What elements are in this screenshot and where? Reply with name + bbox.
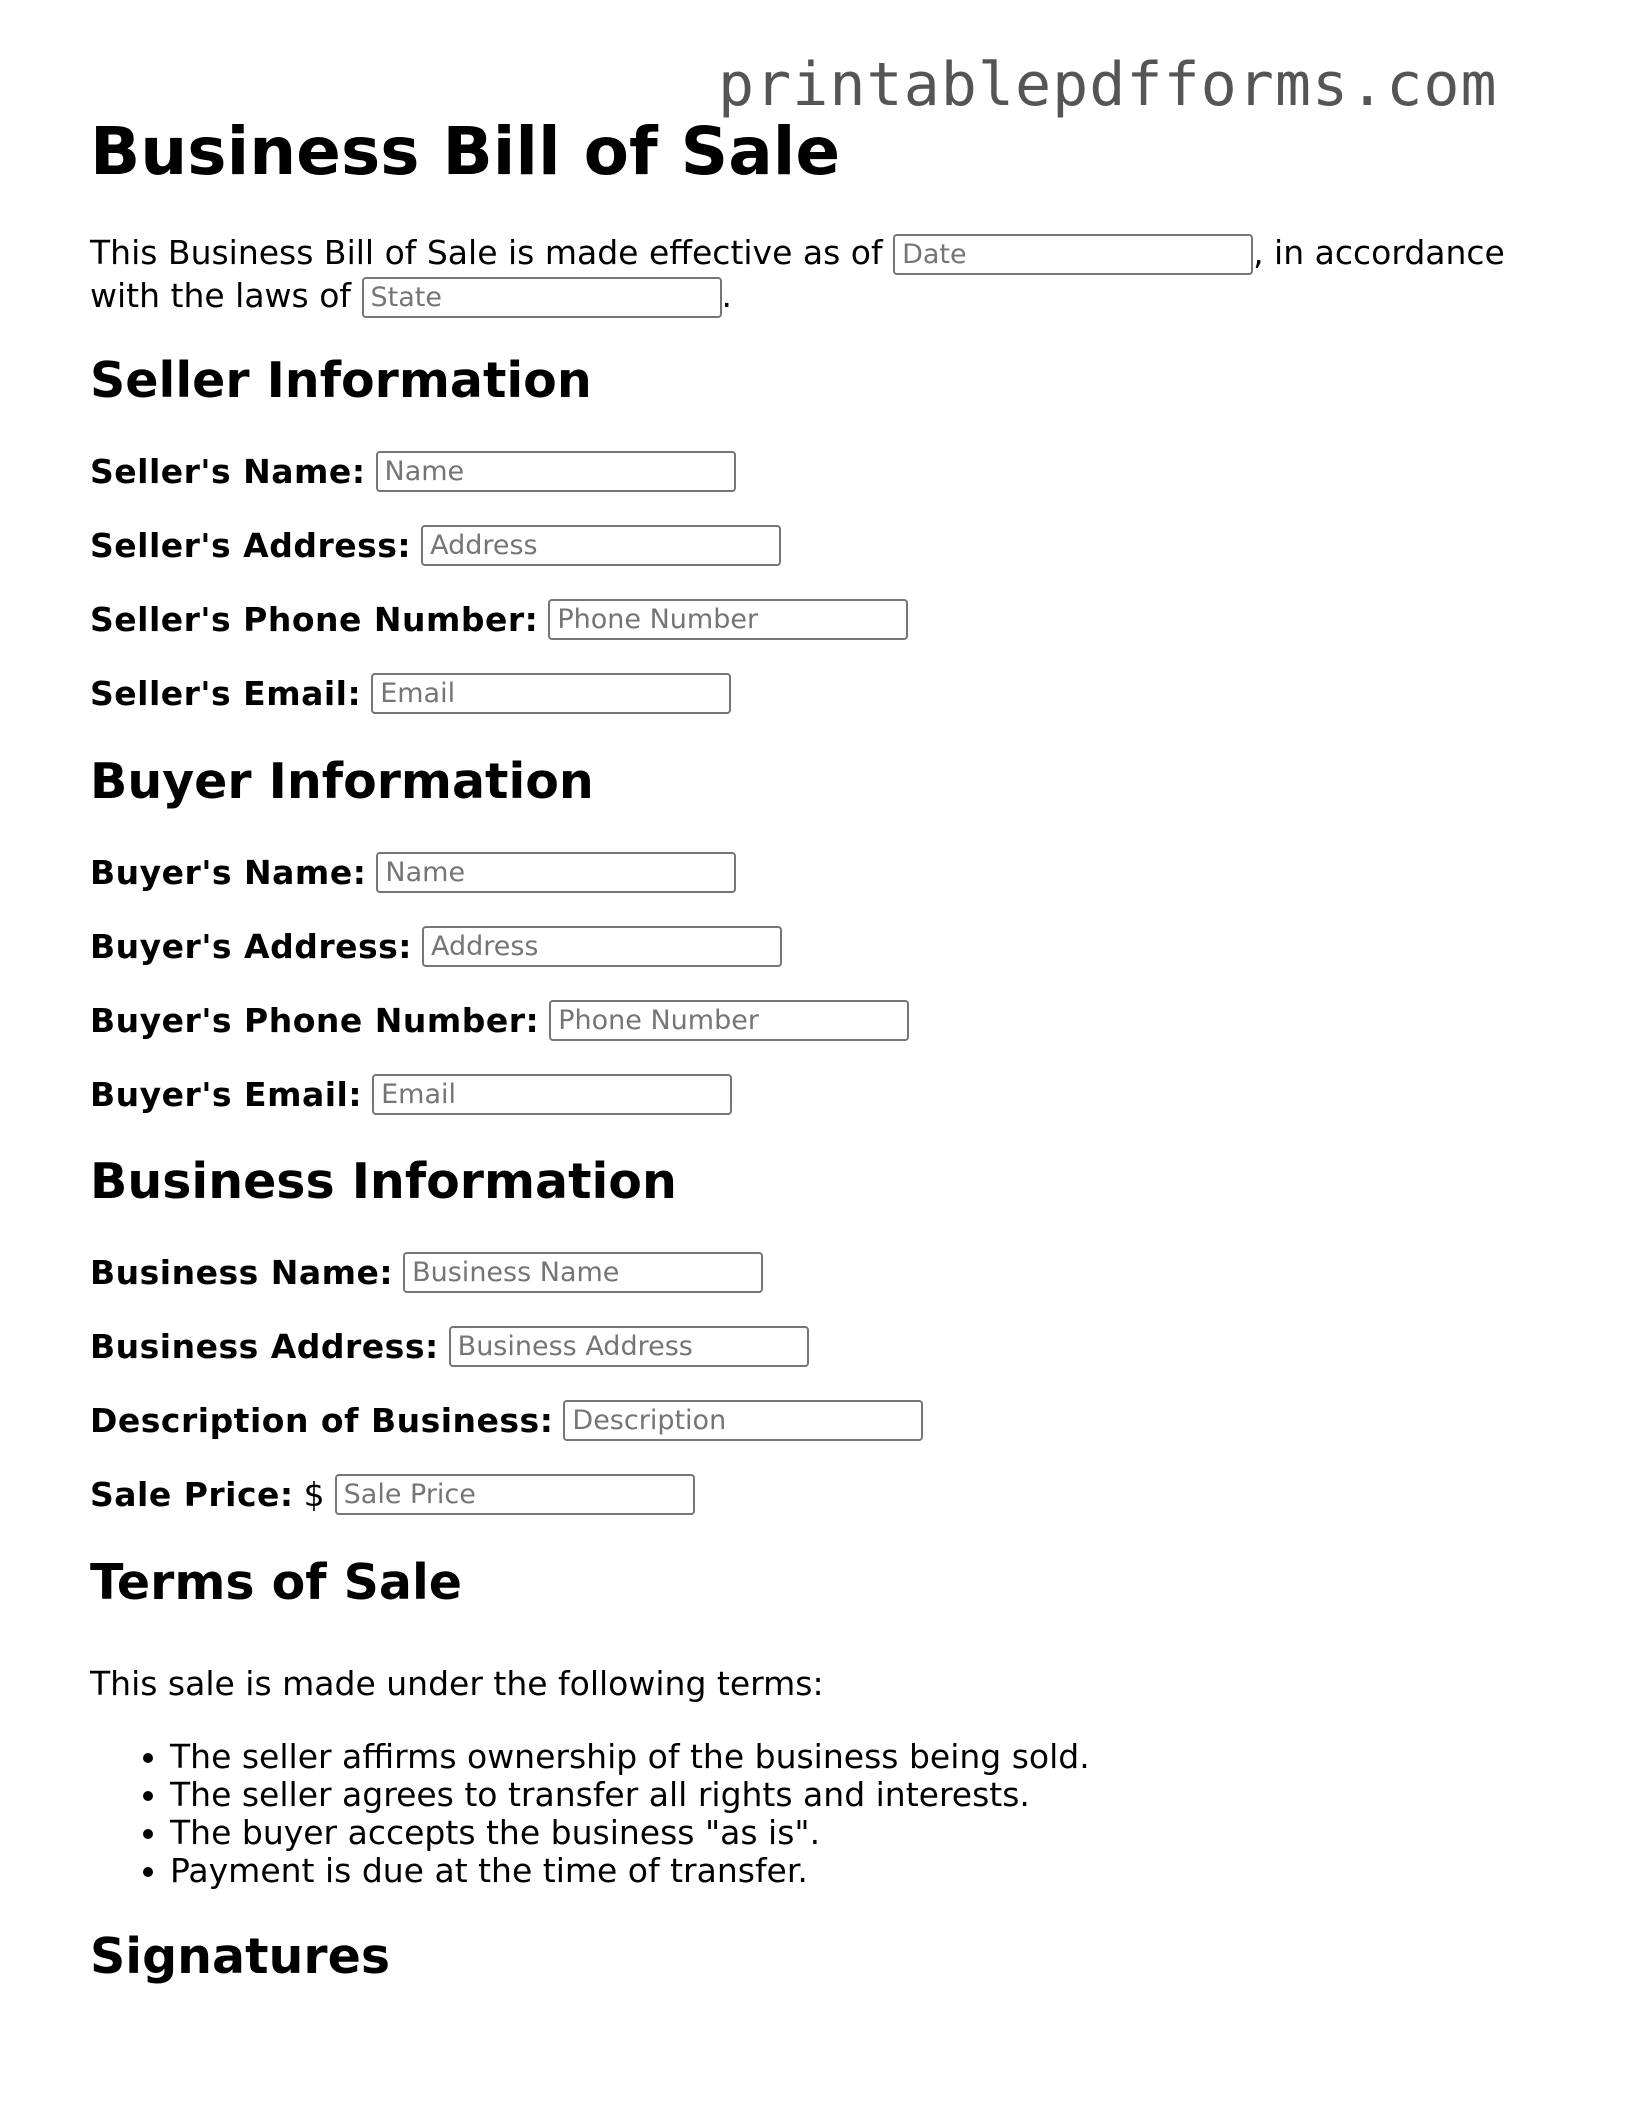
signatures-heading: Signatures (90, 1928, 390, 1985)
buyer-phone-label: Buyer's Phone Number: (90, 1001, 540, 1040)
intro-text-1: This Business Bill of Sale is made effective as of (90, 233, 894, 272)
watermark: printablepdfforms.com (718, 50, 1498, 120)
seller-name-row (90, 451, 736, 492)
seller-heading: Seller Information (90, 352, 592, 409)
sale-price-row (90, 1474, 695, 1515)
buyer-phone-input[interactable] (549, 1000, 909, 1041)
intro-paragraph (90, 232, 1570, 318)
buyer-phone-row (90, 1000, 909, 1041)
intro-text-3: . (721, 276, 733, 315)
seller-address-input[interactable] (421, 525, 781, 566)
buyer-heading: Buyer Information (90, 753, 594, 810)
sale-price-label: Sale Price: (90, 1475, 294, 1514)
business-name-input[interactable] (403, 1252, 763, 1293)
buyer-name-label: Buyer's Name: (90, 853, 367, 892)
buyer-email-input[interactable] (372, 1074, 732, 1115)
state-input[interactable] (362, 277, 722, 318)
seller-phone-label: Seller's Phone Number: (90, 600, 539, 639)
seller-phone-row (90, 599, 908, 640)
buyer-address-row (90, 926, 782, 967)
seller-email-label: Seller's Email: (90, 674, 362, 713)
buyer-email-row (90, 1074, 732, 1115)
buyer-name-row (90, 852, 736, 893)
seller-email-row (90, 673, 731, 714)
buyer-email-label: Buyer's Email: (90, 1075, 363, 1114)
buyer-name-input[interactable] (376, 852, 736, 893)
business-address-label: Business Address: (90, 1327, 439, 1366)
sale-price-input[interactable] (335, 1474, 695, 1515)
business-name-label: Business Name: (90, 1253, 394, 1292)
list-item: • Payment is due at the time of transfer. (170, 1852, 1090, 1890)
business-heading: Business Information (90, 1153, 677, 1210)
seller-email-input[interactable] (371, 673, 731, 714)
business-address-input[interactable] (449, 1326, 809, 1367)
buyer-address-input[interactable] (422, 926, 782, 967)
intro-text-2: , in accordance with the laws of (90, 233, 1505, 315)
terms-intro: This sale is made under the following terms: (90, 1664, 824, 1703)
date-input[interactable] (893, 234, 1253, 275)
list-item: • The seller affirms ownership of the business being sold. (170, 1738, 1090, 1776)
currency-symbol: $ (303, 1475, 325, 1514)
business-name-row (90, 1252, 763, 1293)
seller-address-row (90, 525, 781, 566)
business-description-row (90, 1400, 923, 1441)
page-title: Business Bill of Sale (90, 113, 841, 190)
seller-address-label: Seller's Address: (90, 526, 412, 565)
business-description-input[interactable] (563, 1400, 923, 1441)
seller-name-input[interactable] (376, 451, 736, 492)
buyer-address-label: Buyer's Address: (90, 927, 412, 966)
list-item: • The seller agrees to transfer all rights and interests. (170, 1776, 1090, 1814)
terms-heading: Terms of Sale (90, 1554, 463, 1611)
seller-name-label: Seller's Name: (90, 452, 366, 491)
list-item: • The buyer accepts the business "as is". (170, 1814, 1090, 1852)
business-description-label: Description of Business: (90, 1401, 554, 1440)
business-address-row (90, 1326, 809, 1367)
terms-list (90, 1738, 1090, 1890)
seller-phone-input[interactable] (548, 599, 908, 640)
